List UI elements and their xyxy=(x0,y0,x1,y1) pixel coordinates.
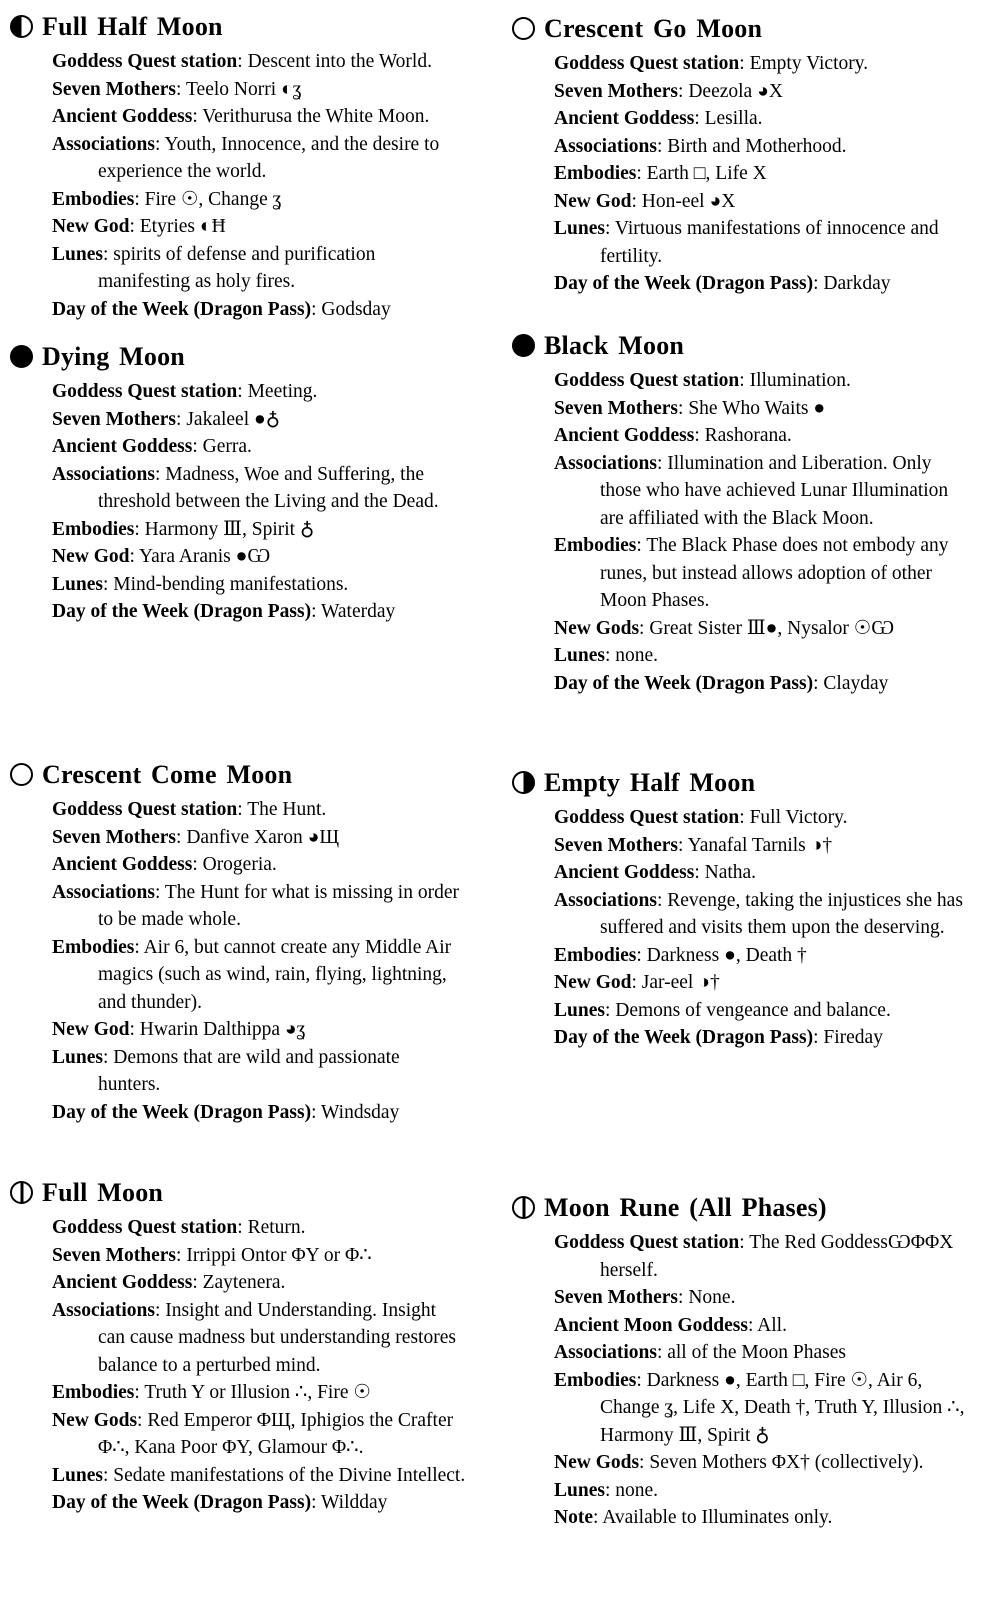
field-label: Embodies xyxy=(554,944,637,966)
field-label: Goddess Quest station xyxy=(554,53,740,74)
field-row xyxy=(10,1214,466,1242)
field-label: Day of the Week (Dragon Pass) xyxy=(52,1492,312,1513)
field-row xyxy=(10,1462,466,1490)
section-heading xyxy=(10,12,466,42)
field-separator: : xyxy=(631,190,642,212)
column-left xyxy=(10,0,488,1624)
field-separator: : xyxy=(813,273,824,294)
field-separator: : xyxy=(137,1409,148,1431)
field-label: Day of the Week (Dragon Pass) xyxy=(554,672,814,694)
field-label: Ancient Goddess xyxy=(554,108,695,129)
field-separator: : xyxy=(592,1507,603,1528)
field-separator: : xyxy=(176,408,187,430)
field-label: Embodies xyxy=(554,163,637,184)
section-heading xyxy=(10,760,466,790)
field-value: The Black Phase does not embody any runes, but instead allows adoption of other Moon Phases. xyxy=(600,535,949,611)
field-value: Seven Mothers ΦX† (collectively). xyxy=(649,1452,924,1473)
field-row xyxy=(512,188,968,216)
field-separator: : xyxy=(678,397,689,419)
field-row xyxy=(512,1477,968,1505)
field-separator: : xyxy=(237,799,248,820)
field-row xyxy=(512,1367,968,1450)
column-right xyxy=(512,0,990,1624)
field-label: Seven Mothers xyxy=(52,78,177,100)
field-separator: : xyxy=(656,452,668,474)
field-separator: : xyxy=(134,518,145,540)
field-value: Clayday xyxy=(823,672,889,694)
field-separator: : xyxy=(129,1019,140,1040)
field-value: The Hunt. xyxy=(247,799,327,820)
field-separator: : xyxy=(739,370,750,391)
field-separator: : xyxy=(739,807,750,828)
field-label: Ancient Goddess xyxy=(52,854,193,875)
field-value: Red Emperor ΦЩ, Iphigios the Crafter Φ∴, Kana Poor ΦY, Glamour Φ∴. xyxy=(98,1409,454,1458)
field-row xyxy=(10,1269,466,1297)
field-row xyxy=(512,1449,968,1477)
field-separator: : xyxy=(813,1027,824,1048)
field-label: Lunes xyxy=(52,243,103,265)
field-value: Mind-bending manifestations. xyxy=(113,573,349,595)
field-label: Associations xyxy=(554,452,657,474)
field-label: Goddess Quest station xyxy=(554,370,740,391)
field-separator: : xyxy=(656,1342,668,1363)
field-separator: : xyxy=(154,881,165,903)
field-label: Ancient Goddess xyxy=(52,436,193,457)
field-value: Demons that are wild and passionate hunters. xyxy=(98,1046,400,1095)
black-moon-icon xyxy=(512,334,535,357)
field-label: Seven Mothers xyxy=(554,80,679,102)
field-value: She Who Waits ● xyxy=(688,397,826,419)
field-separator: : xyxy=(129,216,140,237)
field-value: Illumination. xyxy=(749,370,851,391)
field-label: Associations xyxy=(52,1299,155,1321)
field-label: Associations xyxy=(52,881,155,903)
field-value: Earth □, Life X xyxy=(646,163,767,184)
field-label: Day of the Week (Dragon Pass) xyxy=(52,298,312,320)
field-label: Ancient Goddess xyxy=(52,106,193,127)
field-value: Revenge, taking the injustices she has suffered and visits them upon the deserving. xyxy=(600,889,963,938)
field-separator: : xyxy=(237,381,248,402)
field-value: Demons of vengeance and balance. xyxy=(615,999,891,1021)
field-label: Associations xyxy=(52,133,155,155)
field-row xyxy=(512,422,968,450)
section-heading xyxy=(10,1178,466,1208)
field-value: Darkness ●, Death † xyxy=(646,944,807,966)
section-title: Moon Rune (All Phases) xyxy=(544,1193,827,1222)
field-row xyxy=(10,48,466,76)
field-row xyxy=(512,367,968,395)
section-title: Full Moon xyxy=(42,1178,164,1207)
field-row xyxy=(10,571,466,599)
field-row xyxy=(10,1379,466,1407)
field-label: Day of the Week (Dragon Pass) xyxy=(554,1027,814,1048)
field-label: Embodies xyxy=(52,518,135,540)
field-separator: : xyxy=(604,1479,616,1501)
field-row xyxy=(512,1284,968,1312)
field-label: New Gods xyxy=(554,1452,640,1473)
field-row xyxy=(10,131,466,186)
field-value: Truth Y or Illusion ∴, Fire ☉ xyxy=(144,1382,371,1403)
field-label: Note xyxy=(554,1507,593,1528)
field-separator: : xyxy=(192,854,203,875)
field-row xyxy=(10,1044,466,1099)
field-value: Great Sister Ⅲ●, Nysalor ☉Ѡ xyxy=(649,617,895,639)
field-value: Etyries ◐Ħ xyxy=(139,216,226,237)
field-label: Ancient Goddess xyxy=(554,862,695,883)
field-row xyxy=(10,406,466,434)
field-separator: : xyxy=(604,999,616,1021)
field-separator: : xyxy=(311,1492,322,1513)
field-row xyxy=(512,804,968,832)
field-value: Full Victory. xyxy=(749,807,848,828)
field-separator: : xyxy=(636,944,647,966)
field-value: Empty Victory. xyxy=(749,53,869,74)
field-label: Embodies xyxy=(52,1382,135,1403)
field-label: Goddess Quest station xyxy=(52,381,238,402)
field-row xyxy=(512,1339,968,1367)
field-value: Waterday xyxy=(321,601,396,622)
field-label: Embodies xyxy=(52,936,135,958)
field-separator: : xyxy=(134,936,144,958)
section-title: Empty Half Moon xyxy=(544,768,756,797)
field-label: Lunes xyxy=(52,1046,103,1068)
field-separator: : xyxy=(102,573,114,595)
field-value: Insight and Understanding. Insight can cause madness but understanding restores balance to a perturbed mind. xyxy=(98,1299,456,1376)
field-value: Godsday xyxy=(321,298,391,320)
field-row xyxy=(10,851,466,879)
field-label: New God xyxy=(554,190,632,212)
field-row xyxy=(512,160,968,188)
field-separator: : xyxy=(311,1101,322,1123)
field-label: New Gods xyxy=(52,1409,138,1431)
field-value: Windsday xyxy=(321,1101,400,1123)
field-value: none. xyxy=(615,1479,659,1501)
field-row xyxy=(10,433,466,461)
field-separator: : xyxy=(656,889,668,911)
field-value: The Red GoddessѠΦΦX herself. xyxy=(600,1232,954,1281)
field-value: Natha. xyxy=(704,862,757,883)
field-label: New God xyxy=(554,972,632,993)
section-title: Crescent Come Moon xyxy=(42,760,293,789)
field-label: New Gods xyxy=(554,617,640,639)
field-separator: : xyxy=(311,298,322,320)
field-value: Sedate manifestations of the Divine Intellect. xyxy=(113,1464,466,1486)
dying-moon-icon xyxy=(10,345,33,368)
section-heading xyxy=(10,342,466,372)
field-separator: : xyxy=(639,1452,650,1473)
field-row xyxy=(10,378,466,406)
field-value: Jakaleel ●♁ xyxy=(186,408,281,430)
field-row xyxy=(512,1229,968,1284)
field-label: Lunes xyxy=(554,645,605,666)
section-heading xyxy=(512,331,968,361)
field-row xyxy=(512,532,968,615)
field-value: Fireday xyxy=(823,1027,883,1048)
section-title: Dying Moon xyxy=(42,342,185,371)
field-separator: : xyxy=(639,617,650,639)
field-separator: : xyxy=(604,645,616,666)
field-row xyxy=(512,105,968,133)
moon-rune-icon xyxy=(512,1196,535,1219)
field-separator: : xyxy=(739,1232,750,1253)
field-separator: : xyxy=(176,826,187,848)
field-separator: : xyxy=(813,672,824,694)
field-label: New God xyxy=(52,1019,130,1040)
section-full-moon xyxy=(10,1178,466,1517)
field-value: Descent into the World. xyxy=(247,51,432,72)
field-label: Lunes xyxy=(554,218,605,239)
field-row xyxy=(512,50,968,78)
field-value: Hon-eel ◕X xyxy=(641,190,736,212)
field-value: Air 6, but cannot create any Middle Air magics (such as wind, rain, flying, lightning, and thunder). xyxy=(98,936,452,1013)
section-crescent-come-moon xyxy=(10,760,466,1126)
crescent-go-moon-icon xyxy=(512,17,535,40)
field-row xyxy=(10,186,466,214)
field-separator: : xyxy=(694,862,705,883)
field-value: Available to Illuminates only. xyxy=(602,1507,833,1528)
field-label: Goddess Quest station xyxy=(52,799,238,820)
field-row xyxy=(512,215,968,270)
field-label: Lunes xyxy=(52,1464,103,1486)
field-label: Seven Mothers xyxy=(52,1244,177,1266)
field-row xyxy=(10,103,466,131)
section-title: Crescent Go Moon xyxy=(544,14,763,43)
field-value: Verithurusa the White Moon. xyxy=(202,106,430,127)
field-row xyxy=(512,133,968,161)
field-value: Harmony Ⅲ, Spirit ♁ xyxy=(144,518,315,540)
field-value: Hwarin Dalthippa ◕ʓ xyxy=(139,1019,306,1040)
field-row xyxy=(512,1312,968,1340)
field-separator: : xyxy=(604,218,615,239)
field-row xyxy=(512,615,968,643)
field-value: Darkday xyxy=(823,273,891,294)
field-row xyxy=(10,1407,466,1462)
field-row xyxy=(512,1024,968,1052)
field-row xyxy=(10,1242,466,1270)
field-row xyxy=(512,670,968,698)
field-row xyxy=(10,824,466,852)
field-value: Irrippi Ontor ΦY or Φ∴ xyxy=(186,1244,372,1266)
field-row xyxy=(10,1297,466,1380)
field-separator: : xyxy=(694,425,705,446)
field-row xyxy=(10,461,466,516)
field-label: Day of the Week (Dragon Pass) xyxy=(554,273,814,294)
field-label: Lunes xyxy=(554,1479,605,1501)
field-separator: : xyxy=(311,601,322,622)
field-row xyxy=(10,1016,466,1044)
field-value: None. xyxy=(688,1287,736,1308)
field-row xyxy=(10,296,466,324)
field-row xyxy=(10,796,466,824)
field-separator: : xyxy=(631,972,642,993)
field-value: spirits of defense and purification manifesting as holy fires. xyxy=(98,243,376,292)
field-row xyxy=(10,516,466,544)
field-value: Rashorana. xyxy=(704,425,792,446)
field-value: Yara Aranis ●Ѡ xyxy=(139,546,271,567)
field-label: Associations xyxy=(554,135,657,157)
field-label: Seven Mothers xyxy=(52,408,177,430)
field-value: Return. xyxy=(247,1217,306,1238)
field-separator: : xyxy=(176,1244,187,1266)
field-label: Goddess Quest station xyxy=(554,1232,740,1253)
crescent-come-moon-icon xyxy=(10,763,33,786)
field-value: Illumination and Liberation. Only those who have achieved Lunar Illumination are affiliated with the Black Moon. xyxy=(600,452,949,529)
field-value: Lesilla. xyxy=(704,108,763,129)
field-value: Birth and Motherhood. xyxy=(667,135,847,157)
field-separator: : xyxy=(678,834,688,856)
field-separator: : xyxy=(747,1314,758,1336)
field-separator: : xyxy=(656,135,668,157)
field-value: Teelo Norri ◐ʓ xyxy=(185,78,302,100)
field-row xyxy=(10,76,466,104)
full-moon-icon xyxy=(10,1181,33,1204)
field-label: Ancient Moon Goddess xyxy=(554,1314,748,1336)
field-row xyxy=(512,832,968,860)
full-half-moon-icon xyxy=(10,15,33,38)
field-value: all of the Moon Phases xyxy=(667,1342,846,1363)
field-label: Associations xyxy=(52,463,155,485)
field-value: Jar-eel ◑† xyxy=(641,972,720,993)
section-title: Black Moon xyxy=(544,331,685,360)
section-heading xyxy=(512,14,968,44)
field-separator: : xyxy=(678,80,689,102)
field-label: Goddess Quest station xyxy=(554,807,740,828)
field-label: Seven Mothers xyxy=(52,826,177,848)
field-label: Embodies xyxy=(554,1369,637,1391)
field-label: Associations xyxy=(554,1342,657,1363)
field-row xyxy=(10,934,466,1017)
field-row xyxy=(512,450,968,533)
field-value: none. xyxy=(615,645,659,666)
field-separator: : xyxy=(636,535,647,556)
field-value: Virtuous manifestations of innocence and fertility. xyxy=(600,218,939,267)
section-empty-half-moon xyxy=(512,768,968,1052)
field-row xyxy=(512,997,968,1025)
field-separator: : xyxy=(636,1369,647,1391)
field-row xyxy=(10,1489,466,1517)
field-label: Embodies xyxy=(554,535,637,556)
field-value: Youth, Innocence, and the desire to experience the world. xyxy=(98,133,440,182)
field-separator: : xyxy=(134,1382,145,1403)
field-separator: : xyxy=(102,1464,114,1486)
field-separator: : xyxy=(176,78,186,100)
field-row xyxy=(512,642,968,670)
section-crescent-go-moon xyxy=(512,14,968,298)
field-separator: : xyxy=(192,1272,203,1293)
field-value: The Hunt for what is missing in order to be made whole. xyxy=(98,881,459,930)
field-separator: : xyxy=(102,243,114,265)
field-row xyxy=(512,969,968,997)
field-separator: : xyxy=(154,463,166,485)
field-separator: : xyxy=(154,1299,166,1321)
field-separator: : xyxy=(739,53,750,74)
section-moon-rune-all-phases xyxy=(512,1193,968,1532)
field-label: Associations xyxy=(554,889,657,911)
field-label: Seven Mothers xyxy=(554,1287,679,1308)
field-row xyxy=(10,1099,466,1127)
field-value: Yanafal Tarnils ◑† xyxy=(687,834,833,856)
section-heading xyxy=(512,1193,968,1223)
field-row xyxy=(512,395,968,423)
field-label: Seven Mothers xyxy=(554,397,679,419)
field-row xyxy=(512,270,968,298)
field-separator: : xyxy=(636,163,647,184)
field-label: Ancient Goddess xyxy=(554,425,695,446)
section-title: Full Half Moon xyxy=(42,12,223,41)
field-row xyxy=(10,543,466,571)
field-value: All. xyxy=(757,1314,787,1336)
field-row xyxy=(512,1504,968,1532)
empty-half-moon-icon xyxy=(512,771,535,794)
field-separator: : xyxy=(192,436,203,457)
field-label: Ancient Goddess xyxy=(52,1272,193,1293)
section-black-moon xyxy=(512,331,968,697)
field-label: New God xyxy=(52,216,130,237)
field-label: Goddess Quest station xyxy=(52,1217,238,1238)
field-separator: : xyxy=(192,106,203,127)
field-label: Lunes xyxy=(52,573,103,595)
field-value: Fire ☉, Change ʓ xyxy=(144,188,282,210)
field-value: Darkness ●, Earth □, Fire ☉, Air 6, Change ʓ, Life X, Death †, Truth Y, Illusion ∴, Harmony Ⅲ, Spirit ♁ xyxy=(600,1369,965,1446)
field-separator: : xyxy=(129,546,140,567)
field-value: Gerra. xyxy=(202,436,252,457)
field-label: Day of the Week (Dragon Pass) xyxy=(52,601,312,622)
field-row xyxy=(10,598,466,626)
section-dying-moon xyxy=(10,342,466,626)
field-label: Day of the Week (Dragon Pass) xyxy=(52,1101,312,1123)
field-separator: : xyxy=(237,51,248,72)
section-full-half-moon xyxy=(10,12,466,323)
field-label: Seven Mothers xyxy=(554,834,679,856)
field-value: Danfive Xaron ◕Щ xyxy=(186,826,340,848)
field-row xyxy=(10,213,466,241)
field-value: Orogeria. xyxy=(202,854,277,875)
field-label: Goddess Quest station xyxy=(52,51,238,72)
field-value: Zaytenera. xyxy=(202,1272,286,1293)
field-label: Embodies xyxy=(52,188,135,210)
field-row xyxy=(512,887,968,942)
field-separator: : xyxy=(678,1287,689,1308)
field-value: Meeting. xyxy=(247,381,318,402)
field-label: Lunes xyxy=(554,999,605,1021)
field-separator: : xyxy=(694,108,705,129)
field-separator: : xyxy=(134,188,145,210)
field-value: Deezola ◕X xyxy=(688,80,783,102)
field-separator: : xyxy=(154,133,165,155)
field-value: Wildday xyxy=(321,1492,388,1513)
field-separator: : xyxy=(237,1217,248,1238)
field-value: Madness, Woe and Suffering, the threshold between the Living and the Dead. xyxy=(98,463,439,512)
section-heading xyxy=(512,768,968,798)
field-row xyxy=(10,879,466,934)
field-row xyxy=(512,942,968,970)
field-label: New God xyxy=(52,546,130,567)
field-separator: : xyxy=(102,1046,114,1068)
field-row xyxy=(512,859,968,887)
field-row xyxy=(10,241,466,296)
field-row xyxy=(512,78,968,106)
